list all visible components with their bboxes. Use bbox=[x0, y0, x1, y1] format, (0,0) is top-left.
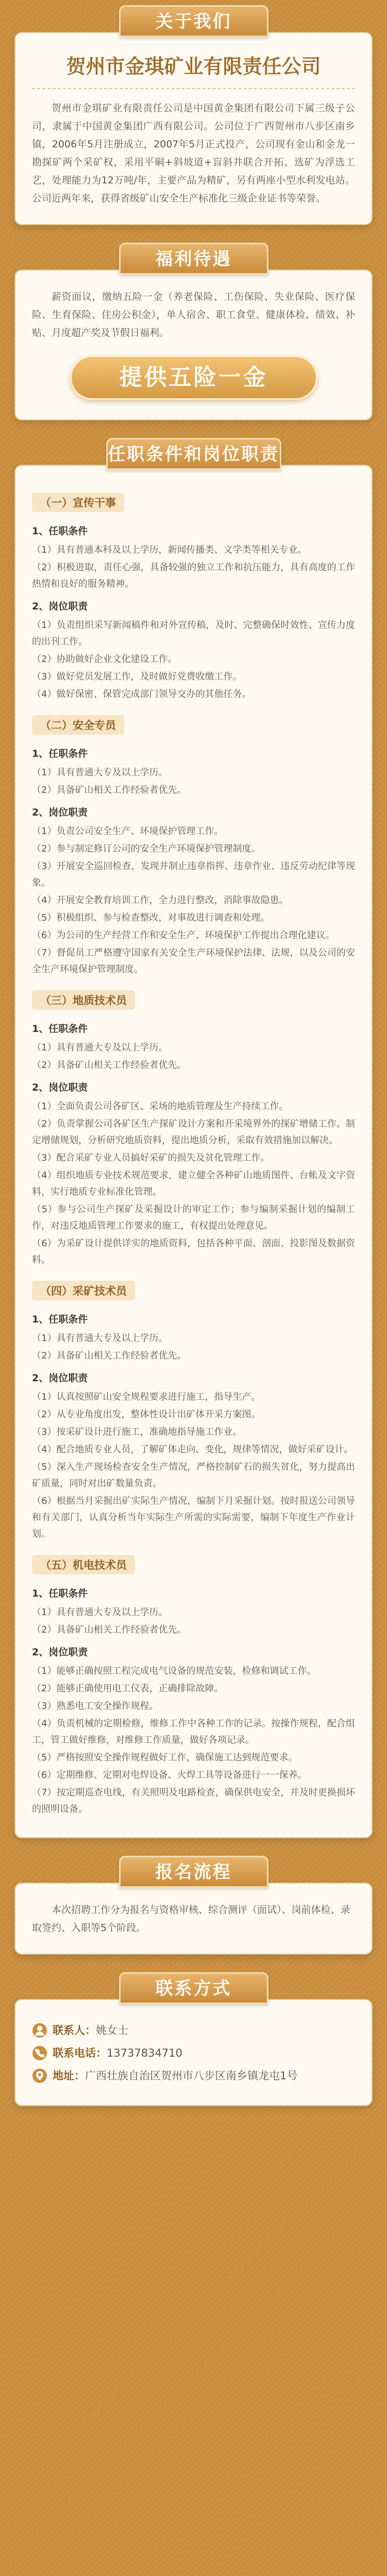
jobs-section bbox=[14, 438, 373, 1838]
job-group bbox=[32, 981, 355, 1268]
footer-space bbox=[14, 2124, 373, 2144]
job-line: （1）具有普通本科及以上学历，新闻传播类、文学类等相关专业。 bbox=[32, 545, 307, 555]
job-line: （1）能够正确按照工程完成电气设备的规范安装，检修和调试工作。 bbox=[32, 1666, 316, 1676]
job-subheading: 1、任职条件 bbox=[32, 526, 88, 537]
job-line: （6）为采矿设计提供详实的地质资料，包括各种平面、剖面、投影图及数据资料。 bbox=[32, 1238, 355, 1265]
benefits-header: 福利待遇 bbox=[119, 243, 268, 275]
job-line: （2）具备矿山相关工作经验者优先。 bbox=[32, 1350, 187, 1361]
jobs-card bbox=[14, 465, 373, 1838]
job-subheading: 1、任职条件 bbox=[32, 1588, 88, 1599]
job-group bbox=[32, 1272, 355, 1543]
job-line: （2）具备矿山相关工作经验者优先。 bbox=[32, 1060, 187, 1071]
job-line: （4）配合地质专业人员，了解矿体走向、变化，规律等情况，做好采矿设计。 bbox=[32, 1444, 354, 1455]
contact-person-value: 姚女士 bbox=[96, 2024, 128, 2037]
job-line: （6）为公司的生产经营工作和安全生产、环境保护工作提出合理化建议。 bbox=[32, 930, 335, 941]
process-header: 报名流程 bbox=[119, 1856, 268, 1888]
job-line: （2）具备矿山相关工作经验者优先。 bbox=[32, 785, 187, 795]
process-card bbox=[14, 1883, 373, 1955]
job-line: （5）积极组织、参与检查整改，对事故进行调查和处理。 bbox=[32, 912, 270, 923]
person-icon bbox=[32, 2023, 47, 2038]
contact-phone-value[interactable]: 13737834710 bbox=[107, 2047, 182, 2059]
job-line: （2）协助做好企业文化建设工作。 bbox=[32, 654, 177, 665]
contact-person-label: 联系人： bbox=[53, 2024, 96, 2037]
job-title: （二）安全专员 bbox=[32, 715, 124, 735]
job-subheading: 2、岗位职责 bbox=[32, 1372, 88, 1384]
job-line: （4）组织地质专业技术规范要求，建立健全各种矿山地质图件、台帐及文字资料，实行地质专业标准化管理。 bbox=[32, 1170, 355, 1197]
job-title: （三）地质技术员 bbox=[32, 990, 135, 1010]
about-card bbox=[14, 32, 373, 225]
job-line: （1）全面负责公司各矿区、采场的地质管理及生产持续工作。 bbox=[32, 1101, 289, 1112]
benefits-card bbox=[14, 269, 373, 420]
job-line: （1）具有普通大专及以上学历。 bbox=[32, 767, 168, 778]
benefits-text: 薪资面议，缴纳五险一金（养老保险、工伤保险、失业保险、医疗保险、生育保险、住房公积金），单人宿舍、职工食堂、健康体检、绩效、补贴、月度超产奖及节假日福利。 bbox=[32, 291, 355, 338]
about-header: 关于我们 bbox=[119, 5, 268, 37]
job-line: （3）按采矿设计进行施工，准确地指导施工作业。 bbox=[32, 1427, 242, 1437]
job-line: （3）熟悉电工安全操作规程。 bbox=[32, 1701, 159, 1711]
job-line: （3）开展安全巡回检查，发现并制止违章指挥、违章作业、违反劳动纪律等现象。 bbox=[32, 861, 355, 888]
benefits-section bbox=[14, 243, 373, 420]
job-line: （4）做好保密、保管完成部门领导交办的其他任务。 bbox=[32, 689, 251, 700]
job-line: （1）具有普通大专及以上学历。 bbox=[32, 1607, 168, 1618]
job-line: （1）负责公司安全生产、环境保护管理工作。 bbox=[32, 826, 224, 837]
job-line: （7）按定期巡查电线，有关照明及电路检查，确保供电安全，并及时更换损坏的照明设备。 bbox=[32, 1787, 355, 1815]
contact-section bbox=[14, 1972, 373, 2106]
job-line: （6）定期维修、定期对电焊设备、火焊工具等设备进行一一保养。 bbox=[32, 1770, 307, 1781]
jobs-header: 任职条件和岗位职责 bbox=[106, 438, 281, 470]
contact-card bbox=[14, 1999, 373, 2106]
job-line: （1）负责组织采写新闻稿件和对外宣传稿，及时、完整确保时效性、宣传力度的出刊工作。 bbox=[32, 620, 355, 647]
job-line: （3）配合采矿专业人员搞好采矿的损失及贫化管理工作。 bbox=[32, 1153, 270, 1163]
job-line: （4）负责机械的定期检修，维修工作中各种工作的记录。按操作规程，配合组工，管工做好维修，对维修工作质量，做好各项记录。 bbox=[32, 1718, 355, 1745]
content-wrapper bbox=[14, 0, 373, 2144]
job-line: （2）能够正确使用电工仪表，正确排除故障。 bbox=[32, 1683, 224, 1694]
company-name: 贺州市金琪矿业有限责任公司 bbox=[32, 50, 355, 89]
process-text: 本次招聘工作分为报名与资格审核、综合测评（面试）、岗前体检、录取签约、入职等5个阶段。 bbox=[32, 1904, 350, 1934]
location-pin-icon bbox=[32, 2068, 47, 2083]
about-section bbox=[14, 5, 373, 225]
contact-header: 联系方式 bbox=[119, 1972, 268, 2004]
contact-address-row bbox=[32, 2066, 355, 2086]
contact-address-label: 地址： bbox=[53, 2070, 85, 2082]
contact-person-row bbox=[32, 2021, 355, 2040]
job-subheading: 1、任职条件 bbox=[32, 1023, 88, 1035]
job-line: （6）根据当月采掘出矿实际生产情况，编制下月采掘计划。按时报送公司领导和有关部门，认真分析当年实际生产所需的实际需要，编制下年度生产作业计划。 bbox=[32, 1496, 355, 1539]
job-subheading: 2、岗位职责 bbox=[32, 601, 88, 612]
job-subheading: 1、任职条件 bbox=[32, 1314, 88, 1325]
job-line: （5）深入生产现场检查安全生产情况，严格控制矿石的损失贫化，努力提高出矿质量，同时对出矿数量负责。 bbox=[32, 1462, 355, 1489]
job-title: （四）采矿技术员 bbox=[32, 1281, 135, 1300]
job-line: （2）参与制定修订公司的安全生产环境保护管理制度。 bbox=[32, 843, 261, 854]
benefit-highlight-badge: 提供五险一金 bbox=[70, 355, 317, 400]
job-title: （五）机电技术员 bbox=[32, 1555, 135, 1574]
job-line: （1）认真按照矿山安全规程要求进行施工，指导生产。 bbox=[32, 1392, 261, 1402]
job-title: （一）宣传干事 bbox=[32, 493, 124, 512]
job-subheading: 1、任职条件 bbox=[32, 748, 88, 759]
phone-icon bbox=[32, 2045, 47, 2061]
job-line: （1）具有普通大专及以上学历。 bbox=[32, 1042, 168, 1053]
job-line: （2）积极进取，责任心强，具备较强的独立工作和抗压能力，具有高度的工作热情和良好的服务精神。 bbox=[32, 562, 355, 589]
job-group bbox=[32, 706, 355, 978]
process-section bbox=[14, 1856, 373, 1955]
job-line: （5）参与公司生产探矿及采掘设计的审定工作；参与编制采掘计划的编制工作，对违反地质管理工作要求的施工，有权提出处理意见。 bbox=[32, 1204, 355, 1231]
job-subheading: 2、岗位职责 bbox=[32, 1647, 88, 1658]
contact-address-value: 广西壮族自治区贺州市八步区南乡镇龙屯1号 bbox=[85, 2070, 298, 2082]
job-group bbox=[32, 1546, 355, 1818]
job-subheading: 2、岗位职责 bbox=[32, 1082, 88, 1093]
job-subheading: 2、岗位职责 bbox=[32, 807, 88, 818]
contact-phone-row bbox=[32, 2043, 355, 2063]
job-line: （3）做好党员发展工作，及时做好党费收缴工作。 bbox=[32, 671, 242, 682]
job-group bbox=[32, 483, 355, 703]
job-line: （2）从专业角度出发，整体性设计出矿体开采方案图。 bbox=[32, 1409, 261, 1420]
job-line: （5）严格按照安全操作规程做好工作，确保施工达到规范要求。 bbox=[32, 1752, 298, 1763]
job-line: （7）督促员工严格遵守国家有关安全生产环境保护法律、法规，以及公司的安全生产环境保护管理制度。 bbox=[32, 947, 355, 975]
job-line: （1）具有普通大专及以上学历。 bbox=[32, 1333, 168, 1344]
job-line: （2）具备矿山相关工作经验者优先。 bbox=[32, 1624, 187, 1635]
contact-phone-label: 联系电话： bbox=[53, 2047, 107, 2059]
job-line: （2）负责掌握公司各矿区生产探矿设计方案和开采境界外的探矿增储工作。制定增储规划，分析研究地质资料，提出地质分析，采取有效措施加以解决。 bbox=[32, 1118, 355, 1146]
about-paragraph: 贺州市金琪矿业有限责任公司是中国黄金集团有限公司下属三级子公司，隶属于中国黄金集团广西有限公司。公司位于广西贺州市八步区南乡镇，2006年5月注册成立，2007年5月正式投产，公司现有金山和金龙一勘探矿两个采矿权，采用平硐+斜坡道+盲斜井联合开拓、选矿为浮选工艺，处理能力为12万吨/年，主要产品为精矿，另有两座小型水利发电站。公司近两年来，获得省级矿山安全生产标准化三级企业证书等荣誉。 bbox=[32, 103, 355, 204]
job-line: （4）开展安全教育培训工作，全力进行整改，消除事故隐患。 bbox=[32, 895, 289, 906]
